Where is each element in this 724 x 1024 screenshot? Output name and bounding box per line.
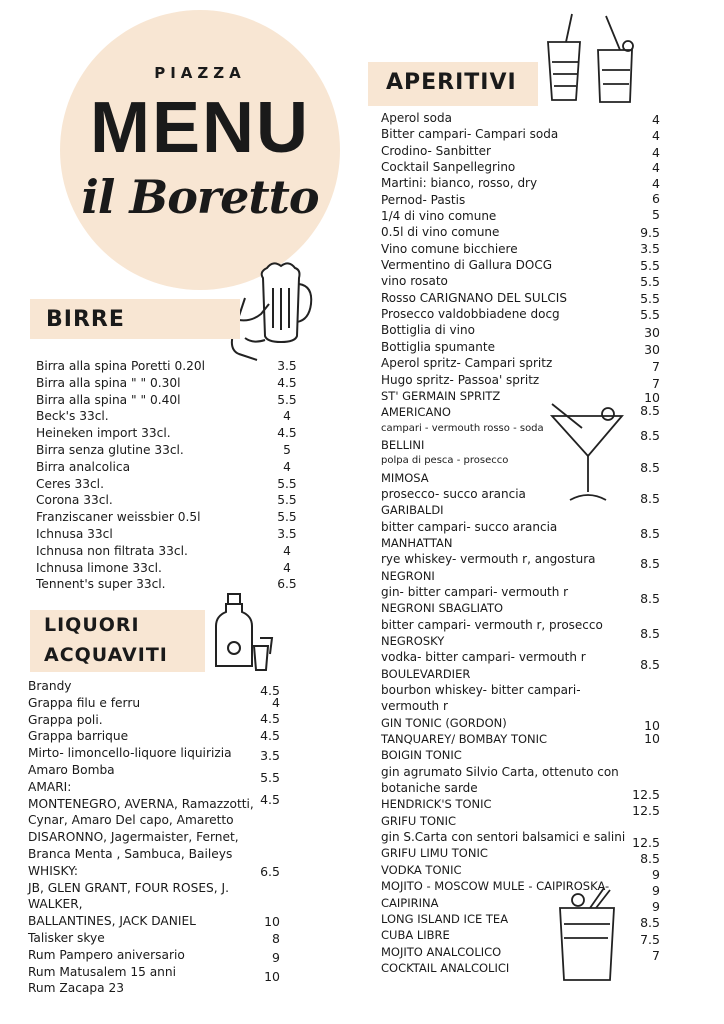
page-title: MENU	[90, 88, 310, 168]
list-item: Cynar, Amaro Del capo, Amaretto	[28, 813, 234, 828]
price: 5.5	[640, 258, 660, 273]
list-item: AMERICANO	[381, 405, 451, 420]
price: 4	[652, 145, 660, 160]
list-item: VODKA TONIC	[381, 862, 462, 877]
list-item: NEGROSKY	[381, 634, 445, 648]
price: 5.5	[260, 770, 280, 785]
list-item: Birra senza glutine 33cl. 5	[36, 442, 291, 457]
birre-title: BIRRE	[46, 307, 125, 332]
brand-name: il Boretto	[81, 170, 319, 224]
list-item: MOJITO - MOSCOW MULE - CAIPIROSKA-	[381, 879, 610, 894]
list-item: Aperol soda	[381, 111, 452, 125]
list-item: Vermentino di Gallura DOCG	[381, 258, 553, 273]
list-item: prosecco- succo arancia	[381, 486, 526, 501]
list-item: Ichnusa non filtrata 33cl. 4	[36, 543, 291, 558]
list-item: GRIFU TONIC	[381, 813, 457, 828]
list-item: Amaro Bomba	[28, 762, 115, 777]
list-item: rye whiskey- vermouth r, angostura	[381, 552, 596, 567]
list-item: ST' GERMAIN SPRITZ	[381, 388, 501, 403]
aperitivi-title: APERITIVI	[386, 70, 517, 95]
list-item: 0.5l di vino comune	[381, 225, 500, 240]
list-item: gin agrumato Silvio Carta, ottenuto con	[381, 764, 619, 779]
price: 8	[272, 931, 280, 946]
price: 30	[644, 325, 660, 340]
list-item: Brandy	[28, 679, 72, 693]
price: 30	[644, 342, 660, 357]
list-item: polpa di pesca - prosecco	[381, 455, 509, 467]
list-item: MANHATTAN	[381, 535, 453, 550]
price: 10	[644, 390, 660, 405]
list-item: MOJITO ANALCOLICO	[381, 944, 502, 959]
price: 8.5	[640, 851, 660, 866]
liquori-list	[28, 678, 278, 997]
list-item: Corona 33cl. 5.5	[36, 493, 297, 508]
list-item: Tennent's super 33cl. 6.5	[36, 577, 297, 592]
list-item: gin S.Carta con sentori balsamici e salini	[381, 830, 626, 845]
price: 5.5	[640, 291, 660, 306]
list-item: BOULEVARDIER	[381, 666, 471, 681]
list-item: Ichnusa 33cl 3.5	[36, 526, 297, 541]
price: 10	[264, 914, 280, 929]
list-item: Vino comune bicchiere	[381, 241, 518, 256]
list-item: Hugo spritz- Passoa' spritz	[381, 372, 540, 387]
price: 4.5	[260, 792, 280, 807]
price: 5	[652, 207, 660, 222]
list-item: Grappa barrique	[28, 729, 129, 744]
price: 4	[652, 112, 660, 127]
price: 4	[652, 128, 660, 143]
price: 8.5	[640, 591, 660, 606]
price: 4	[652, 160, 660, 175]
liquori-title-line1: LIQUORI	[44, 614, 140, 636]
list-item: bitter campari- vermouth r, prosecco	[381, 617, 603, 632]
price: 4	[272, 695, 280, 710]
price: 8.5	[640, 428, 660, 443]
list-item: MIMOSA	[381, 470, 429, 485]
list-item: Branca Menta , Sambuca, Baileys	[28, 846, 233, 861]
list-item: MONTENEGRO, AVERNA, Ramazzotti,	[28, 796, 254, 811]
price: 4.5	[260, 728, 280, 743]
list-item: vino rosato	[381, 274, 448, 289]
liquori-title-line2: ACQUAVITI	[44, 644, 168, 666]
price: 12.5	[632, 803, 660, 818]
bottle-icon	[214, 592, 278, 672]
list-item: Crodino- Sanbitter	[381, 143, 491, 158]
list-item: Bitter campari- Campari soda	[381, 127, 559, 142]
price: 10	[264, 969, 280, 984]
list-item: Aperol spritz- Campari spritz	[381, 356, 553, 371]
list-item: bourbon whiskey- bitter campari-	[381, 683, 581, 698]
price: 8.5	[640, 556, 660, 571]
list-item: Rum Pampero aniversario	[28, 947, 185, 962]
price: 10	[644, 731, 660, 746]
list-item: DISARONNO, Jagermaister, Fernet,	[28, 830, 239, 845]
list-item: NEGRONI SBAGLIATO	[381, 601, 504, 616]
list-item: Rum Zacapa 23	[28, 981, 124, 996]
list-item: COCKTAIL ANALCOLICI	[381, 960, 510, 975]
price: 9.5	[640, 225, 660, 240]
list-item: Ichnusa limone 33cl. 4	[36, 560, 291, 575]
list-item: Ceres 33cl. 5.5	[36, 476, 297, 491]
list-item: JB, GLEN GRANT, FOUR ROSES, J. WALKER,	[28, 880, 230, 912]
price: 4.5	[260, 683, 280, 698]
list-item: LONG ISLAND ICE TEA	[381, 911, 509, 926]
list-item: Grappa poli.	[28, 712, 103, 727]
list-item: BALLANTINES, JACK DANIEL	[28, 914, 196, 929]
list-item: Birra alla spina Poretti 0.20l 3.5	[36, 359, 297, 373]
price: 9	[272, 950, 280, 965]
price: 8.5	[640, 657, 660, 672]
list-item: Beck's 33cl. 4	[36, 409, 291, 424]
price: 8.5	[640, 626, 660, 641]
price: 4.5	[260, 711, 280, 726]
list-item: bitter campari- succo arancia	[381, 519, 558, 534]
price: 10	[644, 718, 660, 733]
price: 7	[652, 359, 660, 374]
list-item: Bottiglia di vino	[381, 323, 475, 338]
price: 9	[652, 867, 660, 882]
birre-list	[36, 358, 302, 593]
list-item: Birra alla spina " " 0.40l 5.5	[36, 392, 297, 407]
list-item: Rum Matusalem 15 anni	[28, 964, 177, 979]
list-item: Birra alla spina " " 0.30l 4.5	[36, 375, 297, 390]
list-item: BELLINI	[381, 437, 425, 452]
price: 8.5	[640, 460, 660, 475]
price: 12.5	[632, 835, 660, 850]
price: 7.5	[640, 932, 660, 947]
price: 8.5	[640, 403, 660, 418]
list-item: HENDRICK'S TONIC	[381, 797, 492, 812]
price: 8.5	[640, 526, 660, 541]
list-item: gin- bitter campari- vermouth r	[381, 584, 569, 599]
price: 9	[652, 899, 660, 914]
header-piazza: PIAZZA	[154, 64, 246, 82]
price: 9	[652, 883, 660, 898]
price: 3.5	[260, 748, 280, 763]
list-item: botaniche sarde	[381, 781, 478, 796]
price: 4	[652, 176, 660, 191]
price: 7	[652, 948, 660, 963]
list-item: 1/4 di vino comune	[381, 209, 497, 224]
list-item: AMARI:	[28, 779, 72, 794]
price: 5.5	[640, 274, 660, 289]
list-item: vodka- bitter campari- vermouth r	[381, 650, 586, 665]
list-item: Martini: bianco, rosso, dry	[381, 176, 538, 191]
list-item: WHISKY:	[28, 863, 79, 878]
list-item: GARIBALDI	[381, 503, 444, 518]
aperitivi-list	[381, 110, 641, 976]
list-item: Talisker skye	[28, 930, 105, 945]
list-item: GRIFU LIMU TONIC	[381, 846, 488, 861]
list-item: GIN TONIC (GORDON)	[381, 715, 507, 730]
list-item: Pernod- Pastis	[381, 192, 466, 207]
list-item: Cocktail Sanpellegrino	[381, 160, 516, 175]
list-item: Prosecco valdobbiadene docg	[381, 307, 560, 322]
price: 8.5	[640, 491, 660, 506]
price: 8.5	[640, 915, 660, 930]
list-item: CAIPIRINA	[381, 895, 439, 910]
list-item: BOIGIN TONIC	[381, 748, 462, 763]
price: 5.5	[640, 307, 660, 322]
list-item: TANQUAREY/ BOMBAY TONIC	[381, 732, 548, 747]
list-item: Rosso CARIGNANO DEL SULCIS	[381, 290, 567, 305]
list-item: Mirto- limoncello-liquore liquirizia	[28, 746, 232, 761]
price: 3.5	[640, 241, 660, 256]
list-item: Grappa filu e ferru	[28, 695, 141, 710]
list-item: vermouth r	[381, 699, 448, 714]
list-item: NEGRONI	[381, 568, 435, 583]
list-item: Franziscaner weissbier 0.5l 5.5	[36, 510, 297, 525]
list-item: Birra analcolica 4	[36, 459, 291, 474]
price: 12.5	[632, 787, 660, 802]
list-item: Heineken import 33cl. 4.5	[36, 426, 297, 441]
price: 7	[652, 376, 660, 391]
cocktail-glasses-icon	[540, 12, 650, 112]
list-item: Bottiglia spumante	[381, 339, 495, 354]
list-item: campari - vermouth rosso - soda	[381, 422, 544, 434]
price: 6	[652, 191, 660, 206]
price: 6.5	[260, 864, 280, 879]
list-item: CUBA LIBRE	[381, 928, 450, 943]
